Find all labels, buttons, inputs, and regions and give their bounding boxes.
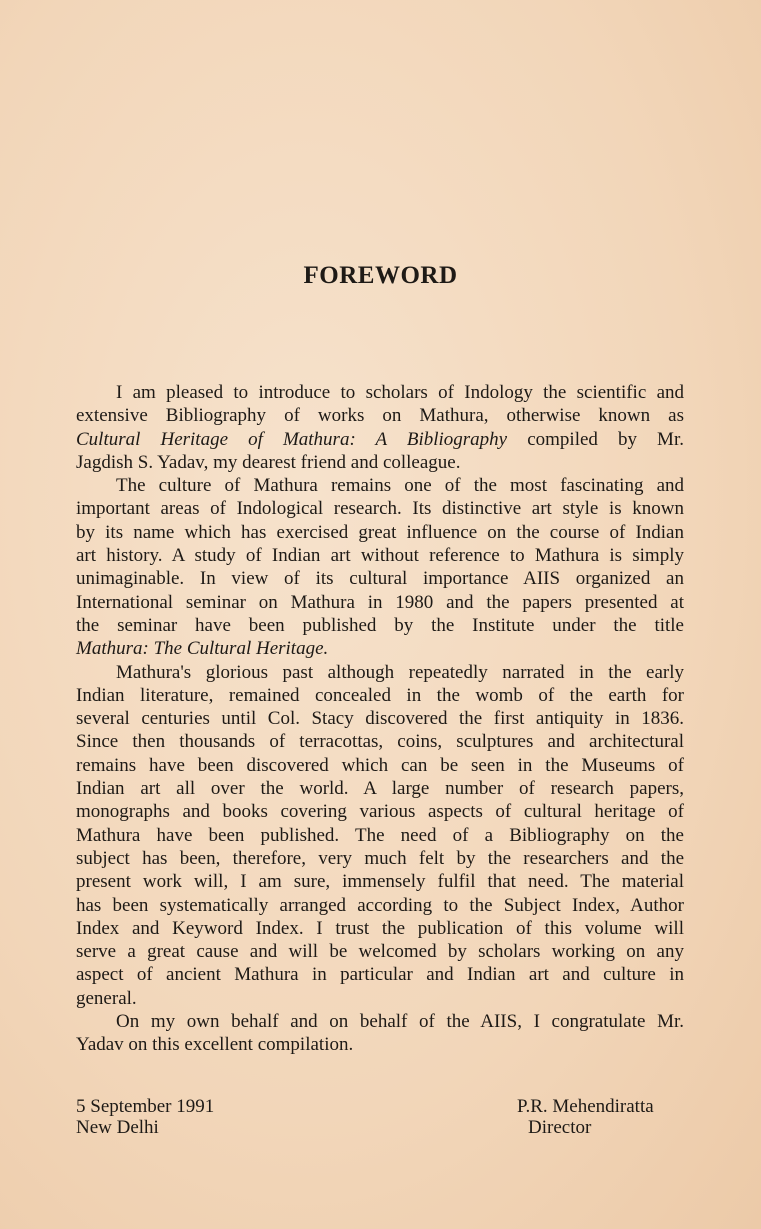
signature-block (517, 1096, 654, 1138)
text-line (76, 894, 684, 917)
place: New Delhi (76, 1117, 159, 1138)
paragraph (76, 1010, 684, 1057)
text-line (76, 567, 684, 590)
text-line (76, 847, 684, 870)
text-line (76, 707, 684, 730)
text-line (76, 754, 684, 777)
text-segment: by its name which has exercised great influence on the course of Indian (76, 521, 684, 543)
text-line (76, 661, 684, 684)
signatory-designation: Director (528, 1117, 592, 1138)
text-line (76, 521, 684, 544)
text-line (76, 963, 684, 986)
text-line (76, 824, 684, 847)
date: 5 September 1991 (76, 1096, 215, 1117)
text-segment: subject has been, therefore, very much felt by the researchers and the (76, 847, 684, 869)
text-line (76, 1033, 684, 1056)
text-segment: Index and Keyword Index. I trust the publication of this volume will (76, 917, 684, 939)
text-segment: On my own behalf and on behalf of the AIIS, I congratulate Mr. (116, 1011, 684, 1033)
text-line (76, 591, 684, 614)
text-segment: extensive Bibliography of works on Mathura, otherwise known as (76, 405, 684, 427)
text-segment: several centuries until Col. Stacy discovered the first antiquity in 1836. (76, 708, 684, 730)
dateline (76, 1096, 214, 1138)
paragraph (76, 474, 684, 660)
text-segment: Indian literature, remained concealed in the womb of the earth for (76, 684, 684, 706)
text-line (76, 544, 684, 567)
italic-title: Mathura: The Cultural Heritage. (76, 638, 329, 660)
text-line (76, 940, 684, 963)
paragraph (76, 661, 684, 1010)
text-line (76, 800, 684, 823)
text-line (76, 428, 684, 451)
text-line (76, 381, 684, 404)
text-segment: I am pleased to introduce to scholars of Indology the scientific and (116, 382, 684, 403)
text-line (76, 614, 684, 637)
text-line (76, 917, 684, 940)
text-line (76, 474, 684, 497)
signatory-name: P.R. Mehendiratta (517, 1096, 654, 1117)
text-segment: aspect of ancient Mathura in particular and Indian art and culture in (76, 964, 684, 986)
text-segment: Yadav on this excellent compilation. (76, 1034, 354, 1056)
text-segment: remains have been discovered which can be seen in the Museums of (76, 754, 684, 776)
text-segment: present work will, I am sure, immensely fulfil that need. The material (76, 871, 684, 893)
paragraph (76, 381, 684, 474)
text-segment: The culture of Mathura remains one of the most fascinating and (116, 475, 684, 497)
foreword-body (76, 381, 684, 1057)
text-line (76, 730, 684, 753)
italic-title: Cultural Heritage of Mathura: A Bibliography (76, 428, 508, 450)
text-segment: Since then thousands of terracottas, coins, sculptures and architectural (76, 731, 684, 753)
text-line (76, 684, 684, 707)
text-line (76, 987, 684, 1010)
text-line (76, 777, 684, 800)
text-segment: important areas of Indological research. Its distinctive art style is known (76, 498, 684, 520)
text-segment: Mathura have been published. The need of a Bibliography on the (76, 824, 684, 846)
text-line (76, 497, 684, 520)
text-line (76, 451, 684, 474)
text-segment: Jagdish S. Yadav, my dearest friend and colleague. (76, 451, 461, 473)
text-segment: the seminar have been published by the Institute under the title (76, 614, 684, 636)
text-line (76, 637, 684, 660)
text-segment: monographs and books covering various aspects of cultural heritage of (76, 801, 684, 823)
text-line (76, 404, 684, 427)
text-segment: general. (76, 987, 137, 1009)
page-title: FOREWORD (303, 262, 458, 289)
text-segment: International seminar on Mathura in 1980 and the papers presented at (76, 591, 684, 613)
text-segment: compiled by Mr. (507, 428, 684, 450)
text-segment: has been systematically arranged according to the Subject Index, Author (76, 894, 684, 916)
text-segment: art history. A study of Indian art without reference to Mathura is simply (76, 545, 684, 567)
text-line (76, 870, 684, 893)
text-segment: Indian art all over the world. A large number of research papers, (76, 778, 684, 800)
text-segment: unimaginable. In view of its cultural importance AIIS organized an (76, 568, 684, 590)
text-segment: serve a great cause and will be welcomed by scholars working on any (76, 941, 684, 963)
text-segment: Mathura's glorious past although repeatedly narrated in the early (116, 661, 684, 683)
text-line (76, 1010, 684, 1033)
